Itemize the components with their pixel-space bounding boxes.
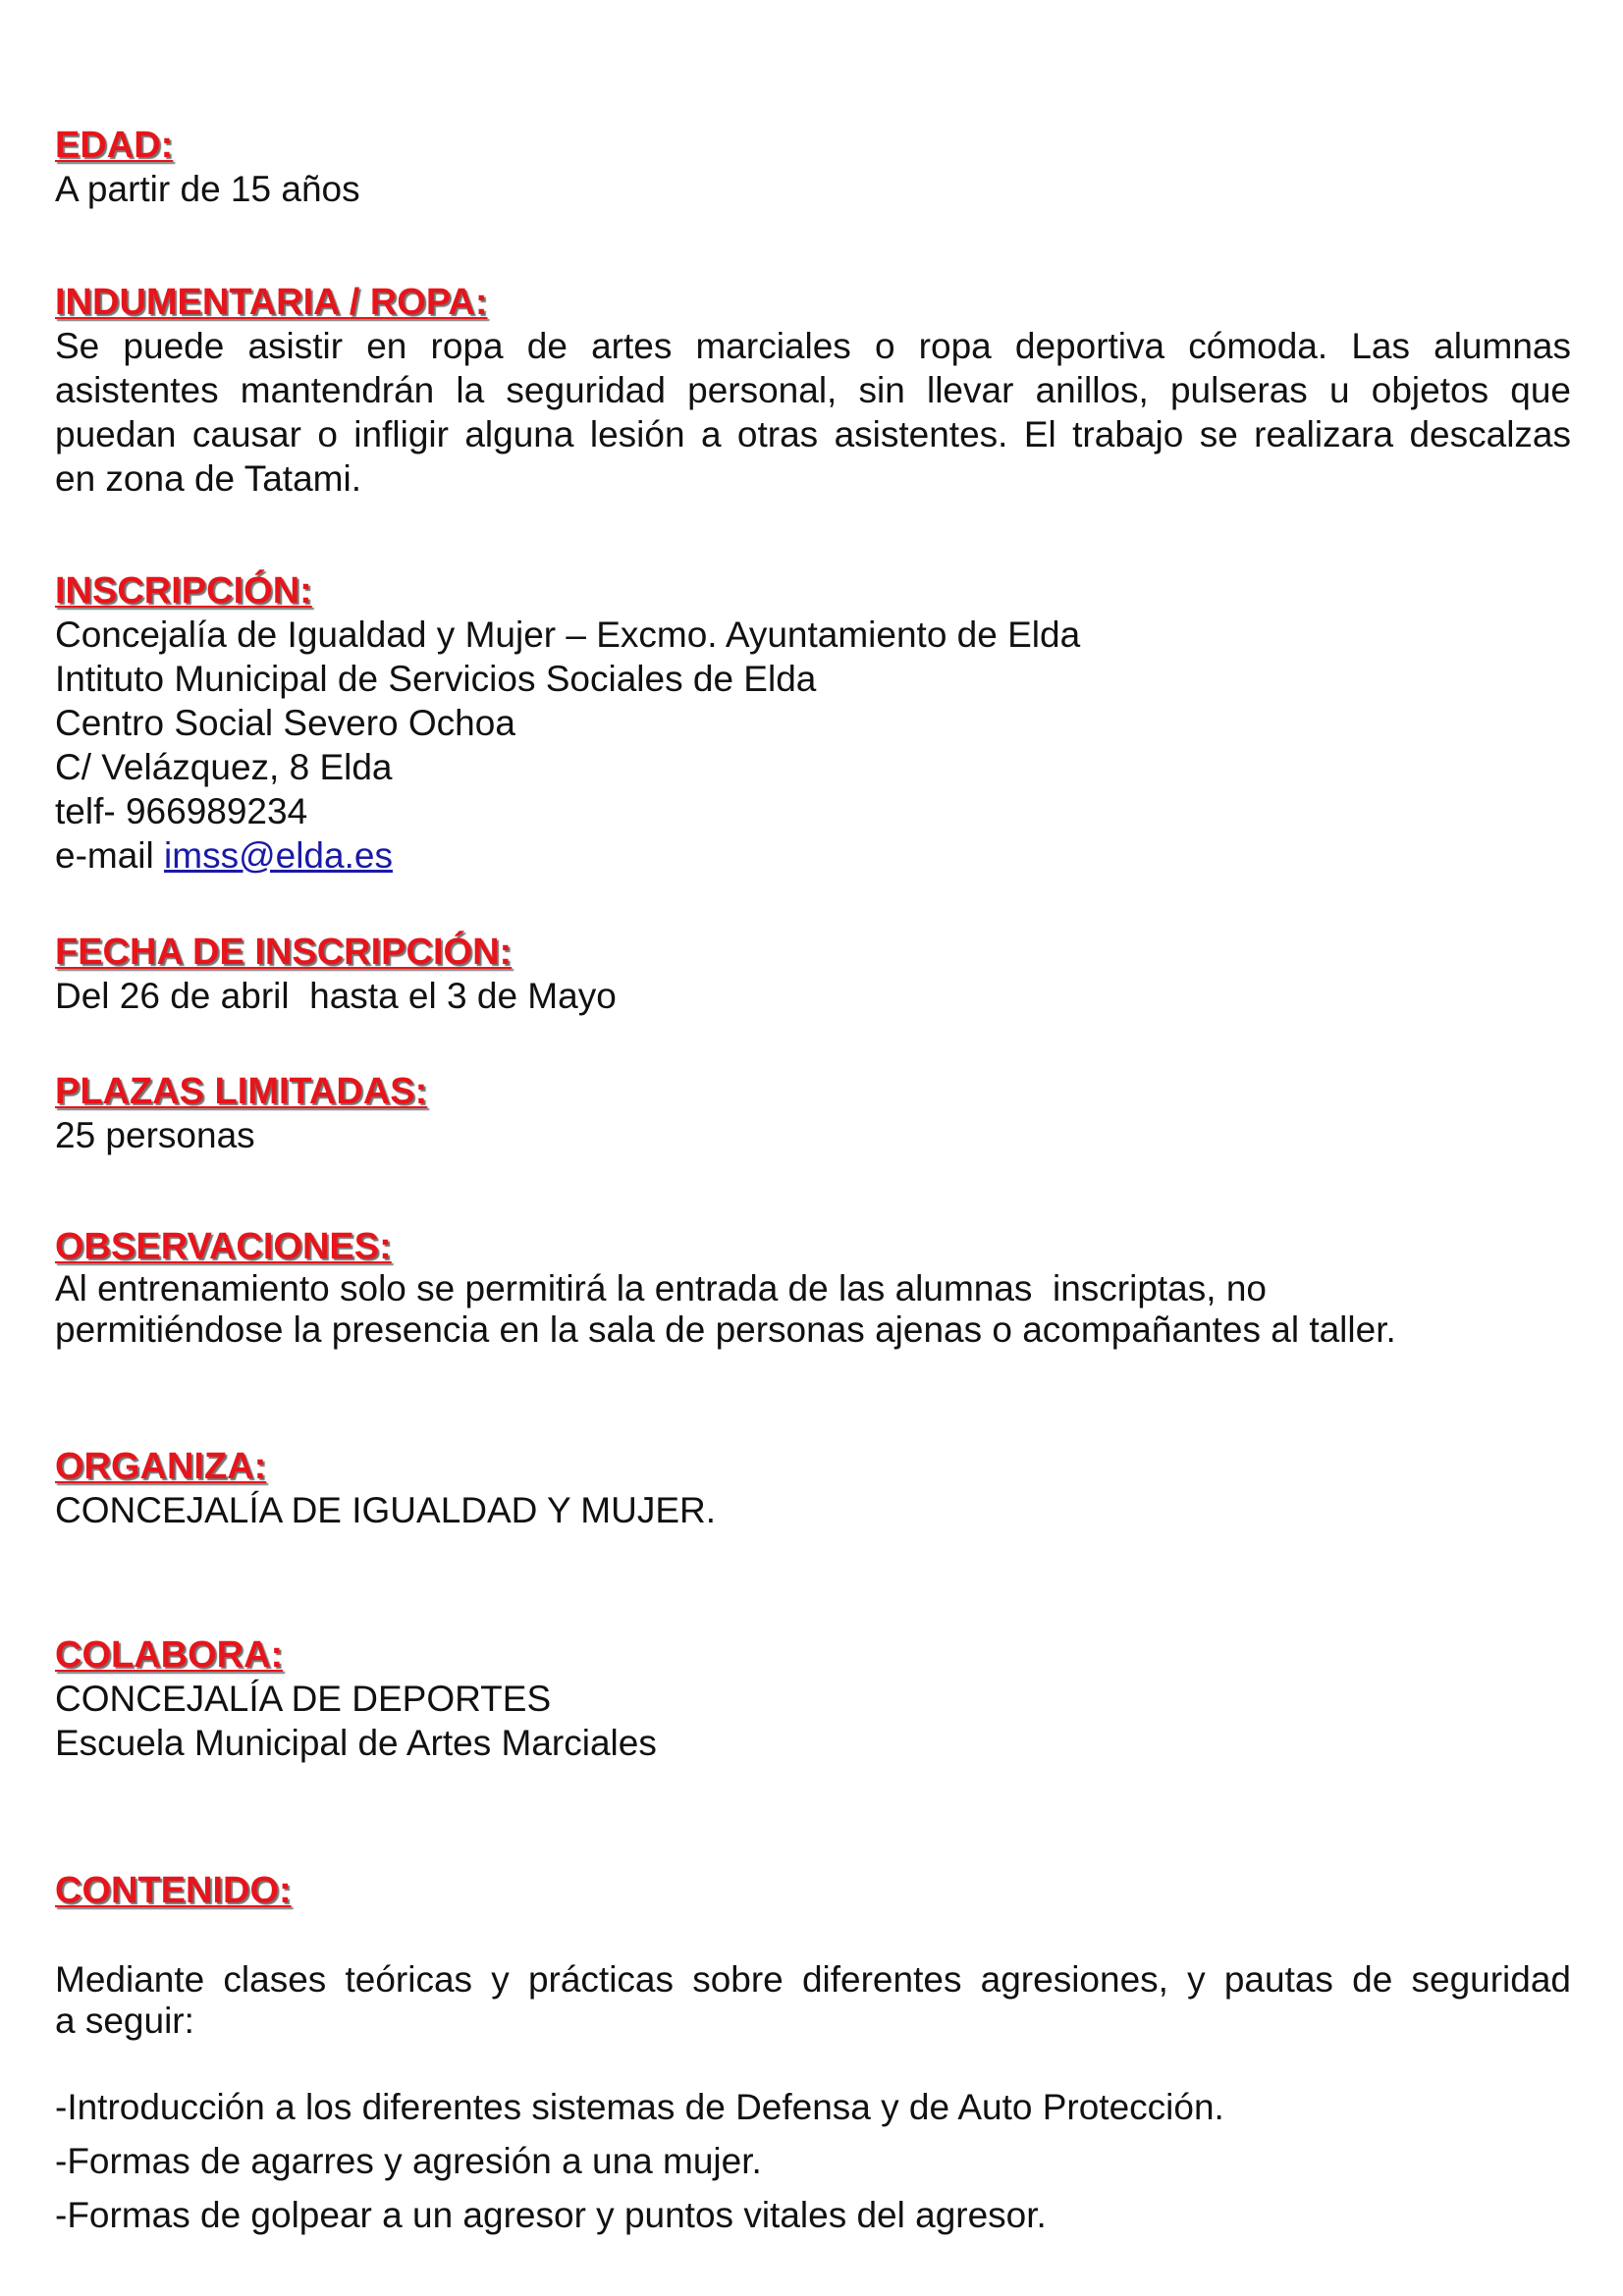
observaciones-line-1: Al entrenamiento solo se permitirá la entrada de las alumnas inscriptas, no [55, 1268, 1267, 1308]
inscripcion-line-3: Centro Social Severo Ochoa [55, 703, 515, 743]
section-contenido [55, 1869, 1571, 1912]
section-inscripcion [55, 569, 1571, 878]
inscripcion-line-1: Concejalía de Igualdad y Mujer – Excmo. Ayuntamiento de Elda [55, 614, 1081, 655]
organiza-text: CONCEJALÍA DE IGUALDAD Y MUJER. [55, 1490, 717, 1530]
list-item: -Formas de golpear a un agresor y puntos vitales del agresor. [55, 2195, 1047, 2235]
heading-observaciones: OBSERVACIONES: [55, 1226, 392, 1267]
email-link[interactable]: imss@elda.es [164, 835, 393, 876]
heading-colabora: COLABORA: [55, 1634, 284, 1676]
inscripcion-line-4: C/ Velázquez, 8 Elda [55, 747, 393, 787]
section-indumentaria [55, 281, 1571, 501]
contenido-intro-line-1: Mediante clases teóricas y prácticas sobre diferentes agresiones, y pautas de seguridad [55, 1959, 1571, 2000]
heading-indumentaria: INDUMENTARIA / ROPA: [55, 282, 488, 323]
list-item: -Introducción a los diferentes sistemas de Defensa y de Auto Protección. [55, 2087, 1224, 2127]
heading-fecha: FECHA DE INSCRIPCIÓN: [55, 932, 513, 973]
section-edad [55, 124, 1571, 211]
heading-inscripcion: INSCRIPCIÓN: [55, 570, 312, 612]
observaciones-line-2: permitiéndose la presencia en la sala de personas ajenas o acompañantes al taller. [55, 1309, 1396, 1350]
heading-contenido: CONTENIDO: [55, 1870, 292, 1911]
section-observaciones [55, 1225, 1571, 1351]
inscripcion-line-5: telf- 966989234 [55, 791, 308, 831]
heading-edad: EDAD: [55, 125, 174, 166]
heading-organiza: ORGANIZA: [55, 1446, 267, 1487]
colabora-line-2: Escuela Municipal de Artes Marciales [55, 1723, 657, 1763]
fecha-text: Del 26 de abril hasta el 3 de Mayo [55, 976, 617, 1016]
inscripcion-line-2: Intituto Municipal de Servicios Sociales de Elda [55, 659, 817, 699]
plazas-text: 25 personas [55, 1115, 255, 1155]
indumentaria-line-1: Se puede asistir en ropa de artes marciales o ropa deportiva cómoda. Las alumnas [55, 326, 1571, 366]
heading-plazas: PLAZAS LIMITADAS: [55, 1071, 428, 1112]
section-fecha [55, 931, 1571, 1018]
section-organiza [55, 1445, 1571, 1532]
section-colabora [55, 1633, 1571, 1765]
indumentaria-line-3: puedan causar o infligir alguna lesión a otras asistentes. El trabajo se realizara descalzas [55, 414, 1571, 454]
contenido-intro [55, 1959, 1571, 2042]
colabora-line-1: CONCEJALÍA DE DEPORTES [55, 1679, 552, 1719]
edad-text: A partir de 15 años [55, 169, 360, 209]
indumentaria-line-4: en zona de Tatami. [55, 458, 361, 499]
email-label: e-mail [55, 835, 165, 876]
contenido-intro-line-2: a seguir: [55, 2001, 194, 2041]
inscripcion-email-line [55, 833, 1571, 878]
contenido-list [55, 2085, 1571, 2237]
list-item: -Formas de agarres y agresión a una mujer. [55, 2141, 762, 2181]
section-plazas [55, 1070, 1571, 1157]
indumentaria-line-2: asistentes mantendrán la seguridad personal, sin llevar anillos, pulseras u objetos que [55, 370, 1571, 410]
